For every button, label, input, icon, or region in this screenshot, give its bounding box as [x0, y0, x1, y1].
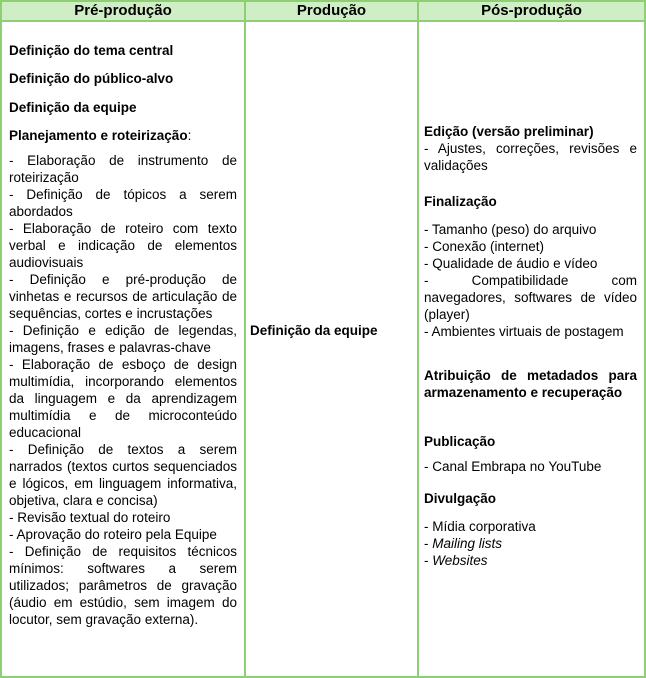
pos-atribuicao-title: Atribuição de metadados para armazenamento e recuperação [424, 368, 637, 400]
pre-planejamento-heading [9, 127, 237, 144]
pos-publicacao-title: Publicação [424, 434, 496, 449]
pre-planejamento-title: Planejamento e roteirização [9, 128, 188, 143]
list-item: - Definição de tópicos a serem abordados [9, 187, 237, 219]
list-item: - Definição e pré-produção de vinhetas e recursos de articulação de sequências, cortes e incrustações [9, 272, 237, 321]
header-producao: Produção [244, 0, 417, 22]
websites-text: Websites [432, 553, 488, 568]
column-pos-producao [417, 0, 646, 678]
list-item: - Mailing lists [424, 536, 503, 551]
pos-finalizacao-title: Finalização [424, 194, 497, 209]
pos-finalizacao-list [424, 221, 637, 340]
header-pos-producao: Pós-produção [417, 0, 646, 22]
pre-planejamento-colon: : [187, 128, 192, 143]
header-pre-producao: Pré-produção [0, 0, 244, 22]
list-item: - Elaboração de instrumento de roteirização [9, 153, 237, 185]
pre-item-list [9, 152, 237, 628]
list-item: - Elaboração de roteiro com texto verbal e indicação de elementos audiovisuais [9, 221, 237, 270]
list-item: - Websites [424, 553, 488, 568]
column-pre-producao [0, 0, 244, 678]
list-item: - Canal Embrapa no YouTube [424, 459, 602, 474]
list-item: - Conexão (internet) [424, 239, 545, 254]
list-item: - Qualidade de áudio e vídeo [424, 256, 598, 271]
pos-divulgacao-title: Divulgação [424, 491, 497, 506]
pre-publico: Definição do público-alvo [9, 71, 174, 86]
pos-publicacao-list [424, 458, 637, 475]
list-item: - Definição de textos a serem narrados (textos curtos sequenciados e lógicos, em linguagem informativa, objetiva, clara e concisa) [9, 442, 237, 508]
producao-equipe: Definição da equipe [250, 323, 378, 338]
list-item: - Ajustes, correções, revisões e validações [424, 141, 637, 173]
list-item: - Ambientes virtuais de postagem [424, 324, 624, 339]
list-item: - Compatibilidade com navegadores, softwares de vídeo (player) [424, 273, 637, 322]
list-item: - Revisão textual do roteiro [9, 510, 171, 525]
column-producao [244, 0, 417, 678]
cell-producao [244, 22, 417, 678]
list-item: - Definição e edição de legendas, imagens, frases e palavras-chave [9, 323, 237, 355]
list-item: - Tamanho (peso) do arquivo [424, 222, 597, 237]
pos-divulgacao-list [424, 518, 637, 569]
list-item: - Mídia corporativa [424, 519, 536, 534]
pos-edicao-title: Edição (versão preliminar) [424, 124, 594, 139]
list-item: - Definição de requisitos técnicos mínimos: softwares a serem utilizados; parâmetros de gravação (áudio em estúdio, sem imagem do locutor, sem gravação externa). [9, 544, 237, 627]
pos-edicao-list [424, 140, 637, 174]
cell-pos-producao [417, 22, 646, 678]
pre-equipe: Definição da equipe [9, 100, 137, 115]
list-item: - Elaboração de esboço de design multimídia, incorporando elementos da linguagem e da aprendizagem multimídia e de microconteúdo educacional [9, 357, 237, 440]
pre-tema: Definição do tema central [9, 43, 174, 58]
list-item: - Aprovação do roteiro pela Equipe [9, 527, 217, 542]
mailing-lists-text: Mailing lists [432, 536, 503, 551]
